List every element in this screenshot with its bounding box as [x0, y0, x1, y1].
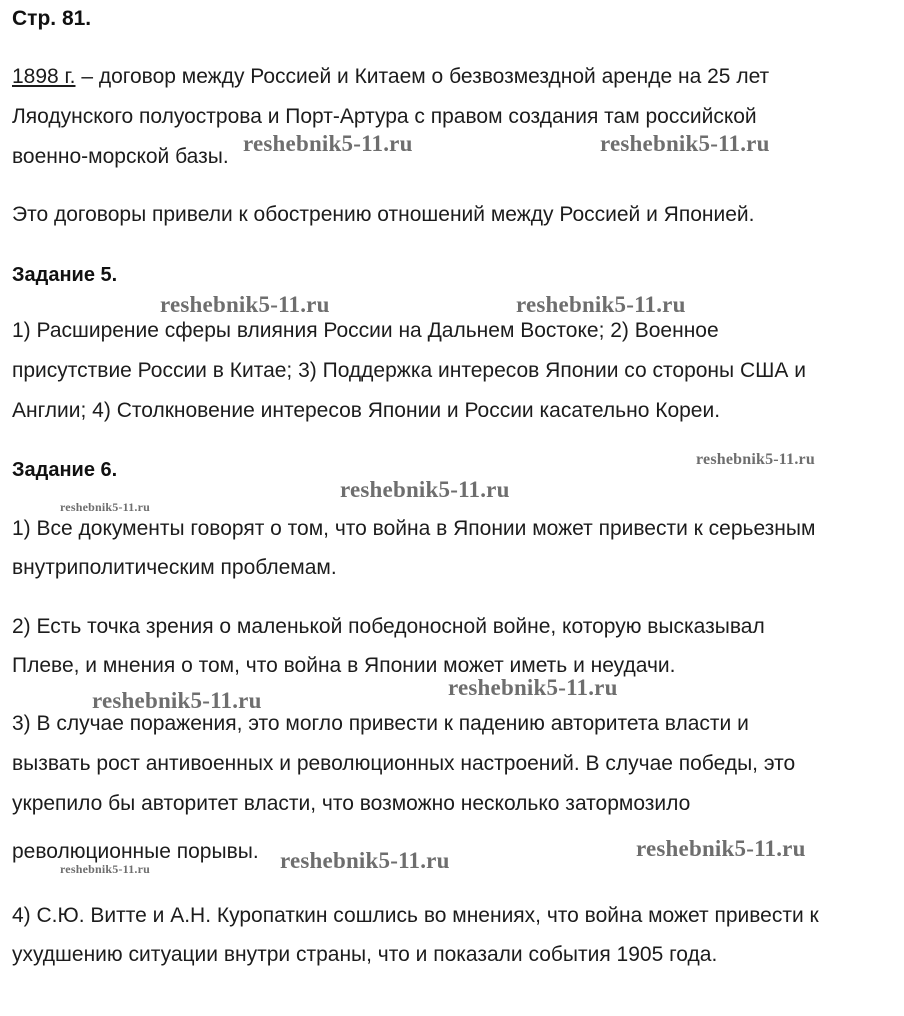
watermark: reshebnik5-11.ru	[516, 292, 686, 317]
year-1898: 1898 г.	[12, 65, 76, 88]
watermark: reshebnik5-11.ru	[448, 675, 618, 700]
task6-answer3-line-4: революционные порывы.	[12, 840, 259, 863]
task6-answer4-line-1: 4) С.Ю. Витте и А.Н. Куропаткин сошлись во мнениях, что война может привести к	[12, 904, 819, 927]
paragraph-conclusion: Это договоры привели к обострению отношений между Россией и Японией.	[12, 203, 755, 226]
task5-line-3: Англии; 4) Столкновение интересов Японии и России касательно Кореи.	[12, 399, 721, 422]
task6-answer4-line-2: ухудшению ситуации внутри страны, что и показали события 1905 года.	[12, 943, 718, 966]
paragraph-1898-line-3: военно-морской базы.	[12, 145, 229, 168]
task6-answer1-line-2: внутриполитическим проблемам.	[12, 556, 337, 579]
task6-answer3-line-3: укрепило бы авторитет власти, что возможно несколько затормозило	[12, 792, 691, 815]
paragraph-1898-line-1-text: – договор между Россией и Китаем о безвозмездной аренде на 25 лет	[75, 65, 770, 88]
watermark: reshebnik5-11.ru	[60, 500, 150, 514]
paragraph-1898-line-1	[12, 64, 769, 90]
paragraph-1898-line-2: Ляодунского полуострова и Порт-Артура с правом создания там российской	[12, 105, 757, 128]
task5-line-2: присутствие России в Китае; 3) Поддержка интересов Японии со стороны США и	[12, 359, 806, 382]
task6-answer2-line-1: 2) Есть точка зрения о маленькой победоносной войне, которую высказывал	[12, 615, 765, 638]
watermark: reshebnik5-11.ru	[92, 688, 262, 713]
task6-heading: Задание 6.	[12, 459, 118, 481]
task6-answer1-line-1: 1) Все документы говорят о том, что война в Японии может привести к серьезным	[12, 517, 816, 540]
watermark: reshebnik5-11.ru	[280, 848, 450, 873]
watermark: reshebnik5-11.ru	[340, 477, 510, 502]
watermark: reshebnik5-11.ru	[600, 131, 770, 156]
task5-line-1: 1) Расширение сферы влияния России на Дальнем Востоке; 2) Военное	[12, 319, 719, 342]
watermark: reshebnik5-11.ru	[160, 292, 330, 317]
watermark: reshebnik5-11.ru	[60, 862, 150, 876]
task5-heading: Задание 5.	[12, 264, 118, 286]
page-title: Стр. 81.	[12, 7, 92, 30]
watermark: reshebnik5-11.ru	[243, 131, 413, 156]
task6-answer3-line-2: вызвать рост антивоенных и революционных настроений. В случае победы, это	[12, 752, 796, 775]
task6-answer3-line-1: 3) В случае поражения, это могло привести к падению авторитета власти и	[12, 712, 749, 735]
watermark: reshebnik5-11.ru	[696, 451, 815, 468]
watermark: reshebnik5-11.ru	[636, 836, 806, 861]
task6-answer2-line-2: Плеве, и мнения о том, что война в Японии может иметь и неудачи.	[12, 654, 676, 677]
